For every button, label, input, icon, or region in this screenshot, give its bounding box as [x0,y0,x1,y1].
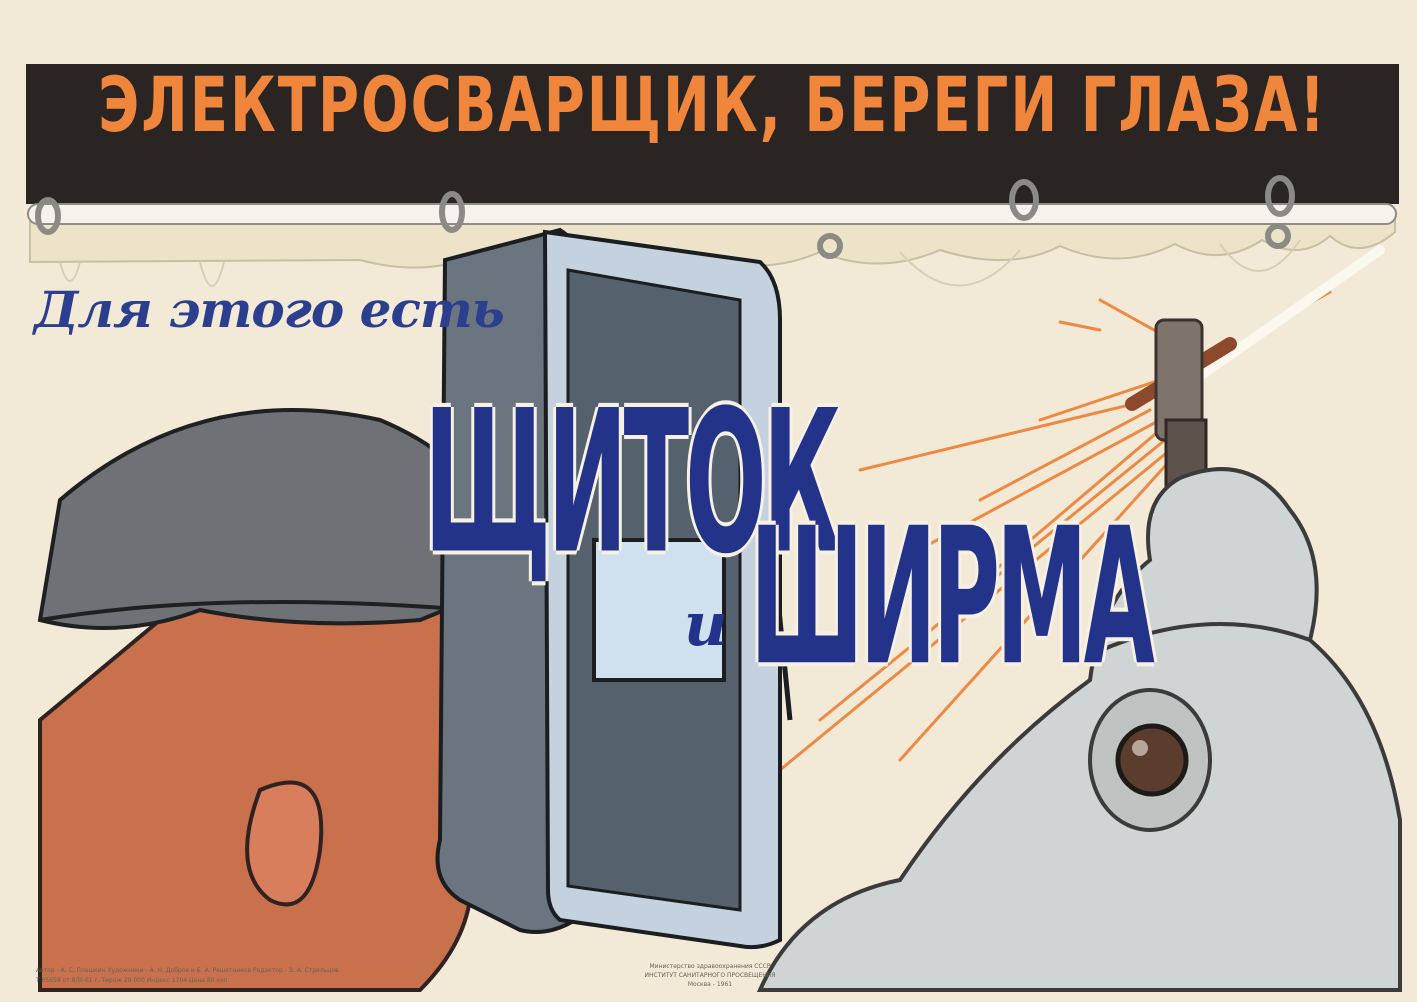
credits-line-1: Автор - А. С. Плешкин Художники - А. Н. Добров и Б. А. Решетников Редактор - Э. А. Стрельцов [36,967,339,974]
word-shield: ЩИТОК [424,368,838,598]
word-screen: ШИРМА [750,488,1151,708]
publisher-line-1: Министерство здравоохранения СССР [649,963,771,970]
credits [36,966,436,986]
publisher-line-2: ИНСТИТУТ САНИТАРНОГО ПРОСВЕЩЕНИЯ [644,972,776,979]
headline: ЭЛЕКТРОСВАРЩИК, БЕРЕГИ ГЛАЗА! [98,62,1327,150]
publisher [590,962,830,989]
goggle-lens [1118,726,1186,794]
tagline: Для этого есть [34,280,504,339]
worker-ear [247,783,321,905]
curtain-rod [28,204,1396,224]
welding-holder [1132,250,1380,490]
conjunction: и [684,590,728,660]
publisher-line-3: Москва - 1961 [687,981,733,988]
credits-line-2: Т 05658 от 8/III-61 г. Тираж 20 000 Индекс 1704 Цена 80 коп. [36,977,230,984]
